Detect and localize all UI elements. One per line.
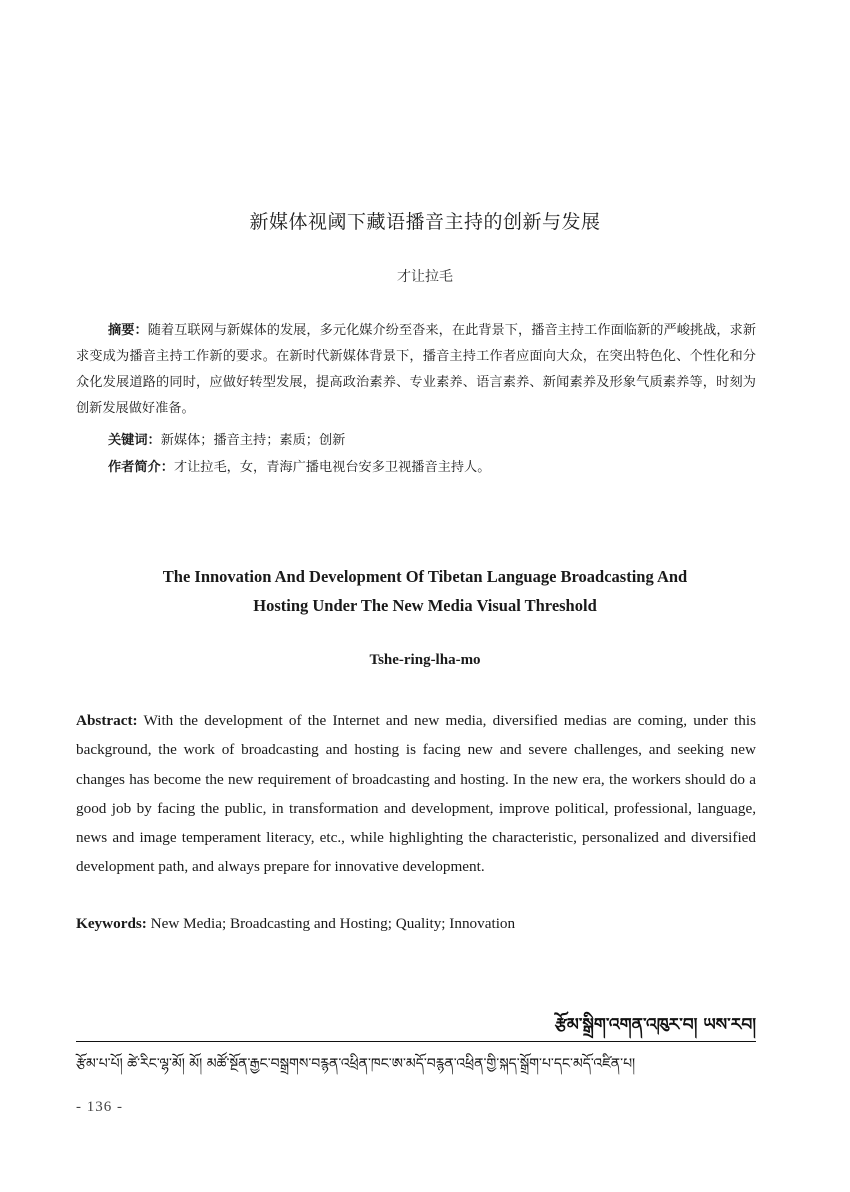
english-abstract: [76, 706, 756, 882]
english-keywords-text: New Media; Broadcasting and Hosting; Quality; Innovation: [150, 915, 516, 932]
english-abstract-label: Abstract:: [76, 712, 138, 729]
chinese-abstract-text: 随着互联网与新媒体的发展，多元化媒介纷至沓来，在此背景下，播音主持工作面临新的严峻挑战，求新求变成为播音主持工作新的要求。在新时代新媒体背景下，播音主持工作者应面向大众，在突出特色化、个性化和分众化发展道路的同时，应做好转型发展，提高政治素养、专业素养、语言素养、新闻素养及形象气质素养等，时刻为创新发展做好准备。: [76, 323, 757, 416]
chinese-abstract-label: 摘要：: [108, 323, 148, 338]
english-title-line2: Hosting Under The New Media Visual Threshold: [253, 596, 597, 615]
journal-editor-line: རྩོམ་སྒྲིག་འགན་འཁུར་བ། ཡས་རབ།: [554, 1015, 756, 1035]
chinese-title: 新媒体视阈下藏语播音主持的创新与发展: [249, 211, 601, 233]
english-abstract-text: With the development of the Internet and new media, diversified medias are coming, under this background, the work of broadcasting and hosting is facing new and severe challenges, and seeking new changes has become the new requirement of broadcasting and hosting. In the new era, the workers should do a good job by facing the public, in transformation and development, improve political, professional, language, news and image temperament literacy, etc., while highlighting the characteristic, personalized and diversified development path, and always prepare for innovative development.: [76, 712, 756, 876]
running-head: རྩོམ་པ་པོ། ཚེ་རིང་ལྷ་མོ། མོ། མཚོ་སྔོན་རྒྱང་བསྒྲགས་བརྙན་འཕྲིན་ཁང་ཨ་མདོ་བརྙན་འཕྲིན་གྱི་སྐད་སྒྲོག་པ་དང་མདོ་འཛིན་པ།: [76, 1056, 636, 1072]
chinese-abstract: [76, 318, 756, 422]
english-author: Tshe-ring-lha-mo: [369, 652, 481, 668]
chinese-author-bio-text: 才让拉毛，女，青海广播电视台安多卫视播音主持人。: [173, 460, 491, 475]
chinese-keywords-label: 关键词：: [108, 433, 161, 448]
english-title: [0, 562, 850, 620]
english-keywords-label: Keywords:: [76, 915, 147, 932]
chinese-author-bio-label: 作者简介：: [108, 460, 174, 475]
chinese-keywords-text: 新媒体；播音主持；素质；创新: [160, 433, 346, 448]
page-number: - 136 -: [76, 1099, 123, 1115]
chinese-author: 才让拉毛: [397, 269, 453, 285]
chinese-author-bio: [76, 455, 756, 481]
english-title-line1: The Innovation And Development Of Tibetan Language Broadcasting And: [162, 567, 688, 586]
footer-divider: [76, 1041, 756, 1042]
english-keywords: [76, 909, 756, 938]
chinese-keywords: [76, 428, 756, 454]
